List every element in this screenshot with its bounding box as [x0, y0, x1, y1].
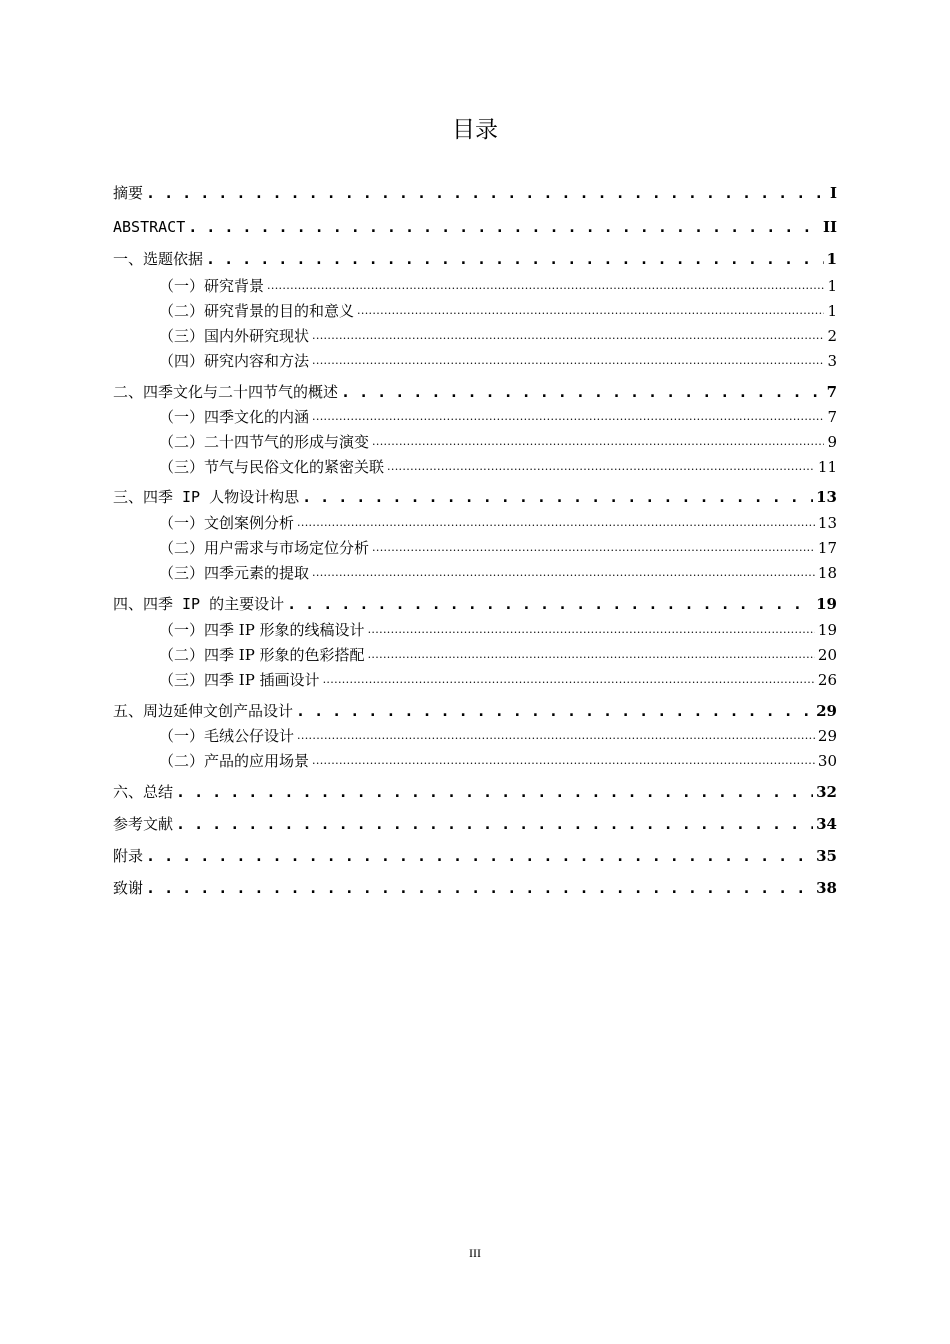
toc-entry-chapter-5[interactable] — [113, 700, 837, 722]
toc-label: （二）研究背景的目的和意义 — [159, 302, 355, 320]
toc-page-number: 13 — [816, 488, 837, 506]
toc-page-number: 3 — [827, 352, 837, 370]
toc-leader — [206, 248, 824, 270]
toc-page-number: 19 — [816, 595, 837, 613]
toc-leader — [312, 563, 815, 583]
toc-entry-abstract-en[interactable] — [113, 216, 837, 238]
toc-label: （一）四季文化的内涵 — [159, 408, 310, 426]
toc-leader — [312, 326, 824, 346]
toc-label: 二、四季文化与二十四节气的概述 — [113, 383, 339, 401]
toc-page-number: 11 — [817, 458, 837, 476]
toc-label: （一）研究背景 — [159, 277, 265, 295]
toc-entry-section[interactable] — [113, 407, 837, 427]
toc-label: （三）国内外研究现状 — [159, 327, 310, 345]
toc-entry-section[interactable] — [113, 645, 837, 665]
toc-leader — [368, 645, 815, 665]
toc-leader — [287, 593, 813, 615]
toc-page-number: II — [822, 218, 837, 236]
page-number-footer: III — [469, 1246, 481, 1260]
toc-label: 四、四季 IP 的主要设计 — [113, 595, 285, 613]
toc-leader — [296, 700, 813, 722]
toc-leader — [267, 276, 824, 296]
toc-page-number: 2 — [827, 327, 837, 345]
toc-leader — [146, 877, 813, 899]
toc-leader — [176, 813, 813, 835]
toc-leader — [302, 486, 813, 508]
toc-leader — [341, 381, 824, 403]
toc-label: （四）研究内容和方法 — [159, 352, 310, 370]
toc-page-number: 7 — [826, 383, 837, 401]
toc-label: 参考文献 — [113, 815, 174, 833]
toc-entry-acknowledgements[interactable] — [113, 877, 837, 899]
toc-leader — [312, 407, 824, 427]
toc-leader — [312, 751, 815, 771]
toc-label: 摘要 — [113, 184, 144, 202]
toc-page-number: 1 — [827, 277, 837, 295]
toc-label: ABSTRACT — [113, 218, 186, 236]
toc-leader — [176, 781, 813, 803]
toc-label: 六、总结 — [113, 783, 174, 801]
toc-entry-section[interactable] — [113, 301, 837, 321]
toc-label: （二）二十四节气的形成与演变 — [159, 433, 370, 451]
toc-page-number: 19 — [817, 621, 837, 639]
toc-label: 一、选题依据 — [113, 250, 204, 268]
toc-page-number: 17 — [817, 539, 837, 557]
toc-entry-section[interactable] — [113, 538, 837, 558]
toc-label: 致谢 — [113, 879, 144, 897]
toc-page-number: 30 — [817, 752, 837, 770]
toc-entry-section[interactable] — [113, 432, 837, 452]
toc-entry-chapter-4[interactable] — [113, 593, 837, 615]
toc-leader — [188, 216, 820, 238]
toc-label: （一）文创案例分析 — [159, 514, 295, 532]
toc-leader — [357, 301, 824, 321]
toc-entry-section[interactable] — [113, 620, 837, 640]
toc-label: 附录 — [113, 847, 144, 865]
toc-label: （二）产品的应用场景 — [159, 752, 310, 770]
toc-label: 三、四季 IP 人物设计构思 — [113, 488, 300, 506]
toc-page-number: 35 — [816, 847, 837, 865]
toc-label: （三）节气与民俗文化的紧密关联 — [159, 458, 385, 476]
toc-entry-section[interactable] — [113, 670, 837, 690]
toc-leader — [387, 457, 815, 477]
toc-page-number: 29 — [817, 727, 837, 745]
toc-page-number: 1 — [826, 250, 837, 268]
toc-page-number: 7 — [827, 408, 837, 426]
toc-entry-section[interactable] — [113, 726, 837, 746]
toc-leader — [368, 620, 815, 640]
toc-label: （三）四季 IP 插画设计 — [159, 671, 320, 689]
toc-leader — [297, 726, 815, 746]
toc-page-number: 38 — [816, 879, 837, 897]
toc-entry-appendix[interactable] — [113, 845, 837, 867]
toc-page-number: 29 — [816, 702, 837, 720]
toc-leader — [323, 670, 815, 690]
toc-entry-section[interactable] — [113, 751, 837, 771]
toc-label: 五、周边延伸文创产品设计 — [113, 702, 294, 720]
toc-page-number: 34 — [816, 815, 837, 833]
toc-leader — [146, 845, 813, 867]
toc-entry-references[interactable] — [113, 813, 837, 835]
toc-label: （一）四季 IP 形象的线稿设计 — [159, 621, 365, 639]
toc-label: （二）用户需求与市场定位分析 — [159, 539, 370, 557]
toc-entry-section[interactable] — [113, 513, 837, 533]
toc-entry-section[interactable] — [113, 563, 837, 583]
page-title: 目录 — [452, 117, 498, 143]
toc-entry-chapter-3[interactable] — [113, 486, 837, 508]
toc-label: （一）毛绒公仔设计 — [159, 727, 295, 745]
toc-page-number: 18 — [817, 564, 837, 582]
toc-page-number: 32 — [816, 783, 837, 801]
toc-page-number: 26 — [817, 671, 837, 689]
toc-page-number: 13 — [817, 514, 837, 532]
toc-label: （三）四季元素的提取 — [159, 564, 310, 582]
toc-leader — [297, 513, 815, 533]
toc-leader — [312, 351, 824, 371]
toc-entry-chapter-1[interactable] — [113, 248, 837, 270]
toc-leader — [372, 432, 824, 452]
toc-leader — [372, 538, 815, 558]
toc-page-number: 20 — [817, 646, 837, 664]
toc-page-number: I — [829, 184, 837, 202]
toc-entry-section[interactable] — [113, 457, 837, 477]
toc-entry-abstract-cn[interactable] — [113, 182, 837, 204]
toc-entry-chapter-6[interactable] — [113, 781, 837, 803]
toc-page-number: 9 — [827, 433, 837, 451]
toc-entry-section[interactable] — [113, 351, 837, 371]
toc-page-number: 1 — [827, 302, 837, 320]
toc-entry-section[interactable] — [113, 326, 837, 346]
toc-leader — [146, 182, 827, 204]
toc-entry-section[interactable] — [113, 276, 837, 296]
toc-label: （二）四季 IP 形象的色彩搭配 — [159, 646, 365, 664]
toc-entry-chapter-2[interactable] — [113, 381, 837, 403]
